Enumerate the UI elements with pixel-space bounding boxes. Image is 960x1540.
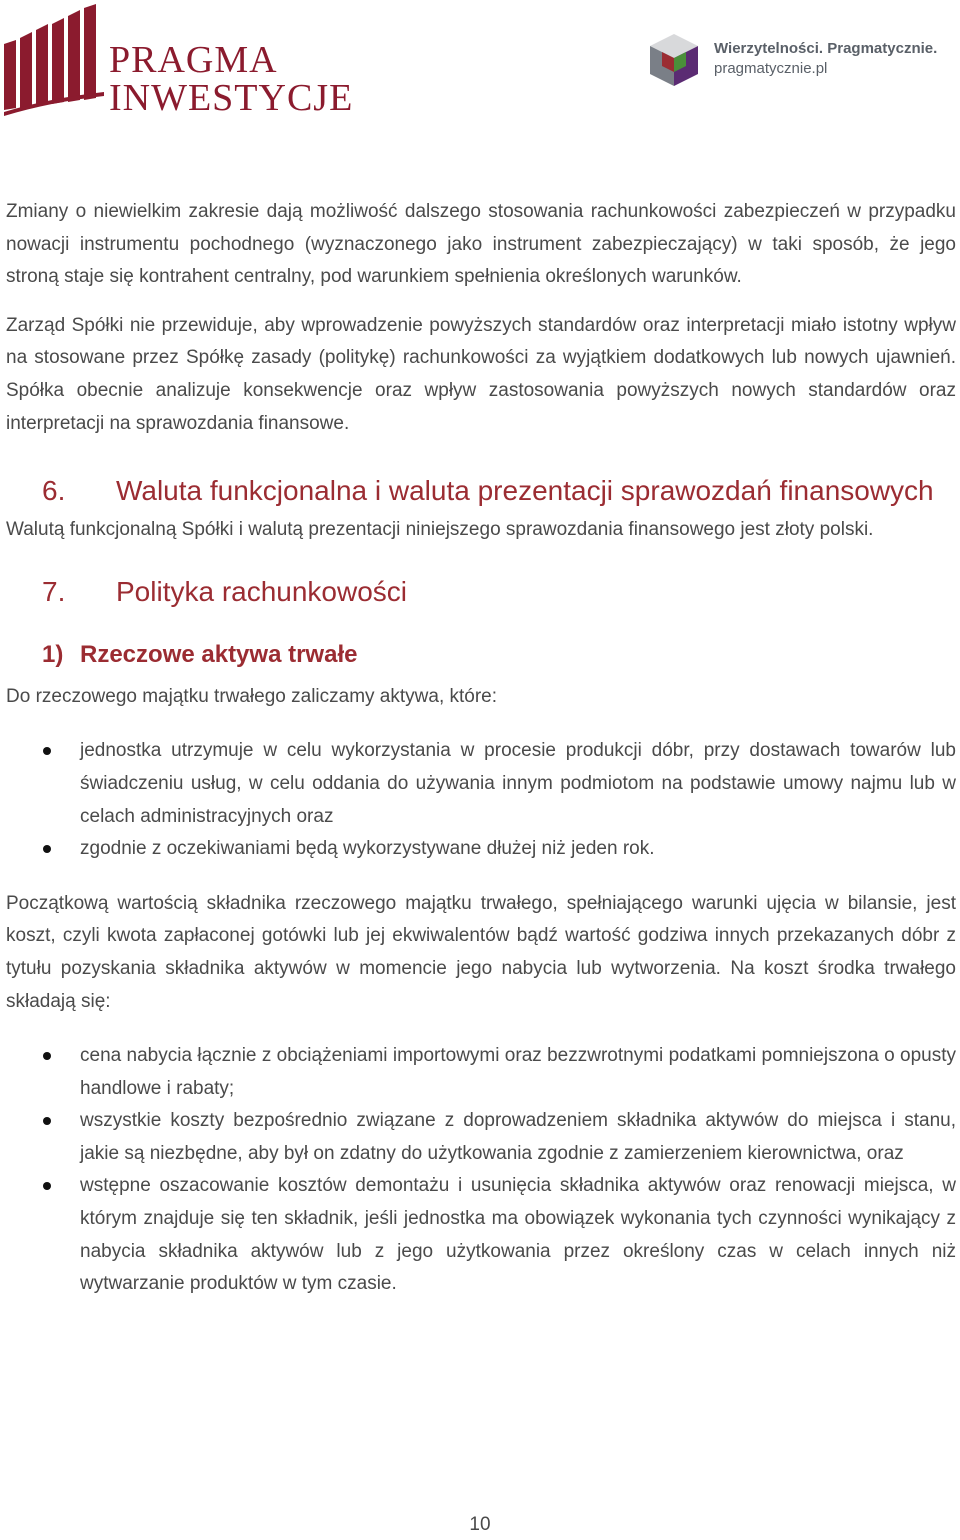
section-title: Waluta funkcjonalna i waluta prezentacji sprawozdań finansowych — [116, 475, 934, 507]
brand-name-line1: PRAGMA — [109, 39, 278, 81]
pragmatycznie-logo — [644, 30, 960, 90]
bullet-icon — [43, 845, 51, 853]
section-6-heading — [6, 468, 956, 514]
subsection-title: Rzeczowe aktywa trwałe — [80, 640, 358, 668]
paragraph-fixed-assets-intro: Do rzeczowego majątku trwałego zaliczamy aktywa, które: — [6, 685, 498, 707]
tagline: Wierzytelności. Pragmatycznie. — [714, 40, 938, 57]
page-header — [0, 0, 960, 130]
domain-text: pragmatycznie.pl — [714, 60, 828, 77]
bullet-icon — [43, 1117, 51, 1125]
section-number: 7. — [42, 575, 66, 607]
subsection-number: 1) — [42, 640, 64, 668]
subsection-1-heading — [6, 639, 956, 671]
fixed-assets-criteria-list — [6, 735, 956, 865]
paragraph-initial-cost: Początkową wartością składnika rzeczowego majątku trwałego, spełniającego warunki ujęcia w bilansie, jest koszt, czyli kwota zapłaconej gotówki lub jej ekwiwalentów bądź wartość godziwa innych przekazanych dóbr z tytułu pozyskania składnika aktywów w momencie jego nabycia lub wytworzenia. Na koszt środka trwałego składają się: — [6, 892, 956, 1012]
paragraph-functional-currency: Walutą funkcjonalną Spółki i walutą prezentacji niniejszego sprawozdania finansowego jest złoty polski. — [6, 519, 874, 541]
paragraph-hedge-accounting: Zmiany o niewielkim zakresie dają możliwość dalszego stosowania rachunkowości zabezpieczeń w przypadku nowacji instrumentu pochodnego (wyznaczonego jako instrument zabezpieczający) w taki sposób, że jego stroną staje się kontrahent centralny, pod warunkiem spełnienia określonych warunków. — [6, 201, 956, 288]
bullet-icon — [43, 1182, 51, 1190]
list-item: wszystkie koszty bezpośrednio związane z doprowadzeniem składnika aktywów do miejsca i stanu, jakie są niezbędne, aby był on zdatny do użytkowania zgodnie z zamierzeniem kierownictwa, oraz — [6, 1105, 956, 1170]
document-body — [6, 196, 956, 1301]
list-item: wstępne oszacowanie kosztów demontażu i usunięcia składnika aktywów oraz renowacji miejsca, w którym znajduje się ten składnik, jeśli jednostka ma obowiązek wykonania tych czynności wynikający z nabycia składnika aktywów lub z jego użytkowania przez określony czas w celach innych niż wytwarzanie produktów w tym czasie. — [6, 1170, 956, 1300]
list-item: cena nabycia łącznie z obciążeniami importowymi oraz bezzwrotnymi podatkami pomniejszona o opusty handlowe i rabaty; — [6, 1040, 956, 1105]
pragma-inwestycje-logo — [4, 2, 354, 120]
bullet-icon — [43, 747, 51, 755]
brand-name-line2: INWESTYCJE — [109, 77, 354, 119]
section-7-heading — [6, 569, 956, 615]
list-item: zgodnie z oczekiwaniami będą wykorzystywane dłużej niż jeden rok. — [6, 833, 956, 866]
bar-chart-logo-icon — [4, 2, 108, 120]
page-number: 10 — [469, 1514, 491, 1535]
bullet-icon — [43, 1052, 51, 1060]
cube-logo-icon — [644, 30, 704, 90]
section-title: Polityka rachunkowości — [116, 575, 408, 607]
list-item: jednostka utrzymuje w celu wykorzystania w procesie produkcji dóbr, przy dostawach towarów lub świadczeniu usług, w celu oddania do używania innym podmiotom na podstawie umowy najmu lub w celach administracyjnych oraz — [6, 735, 956, 833]
paragraph-standards-impact: Zarząd Spółki nie przewiduje, aby wprowadzenie powyższych standardów oraz interpretacji miało istotny wpływ na stosowane przez Spółkę zasady (politykę) rachunkowości za wyjątkiem dodatkowych lub nowych ujawnień. Spółka obecnie analizuje konsekwencje oraz wpływ zastosowania powyższych nowych standardów oraz interpretacji na sprawozdania finansowe. — [6, 314, 956, 434]
section-number: 6. — [42, 475, 66, 507]
cost-components-list — [6, 1040, 956, 1301]
